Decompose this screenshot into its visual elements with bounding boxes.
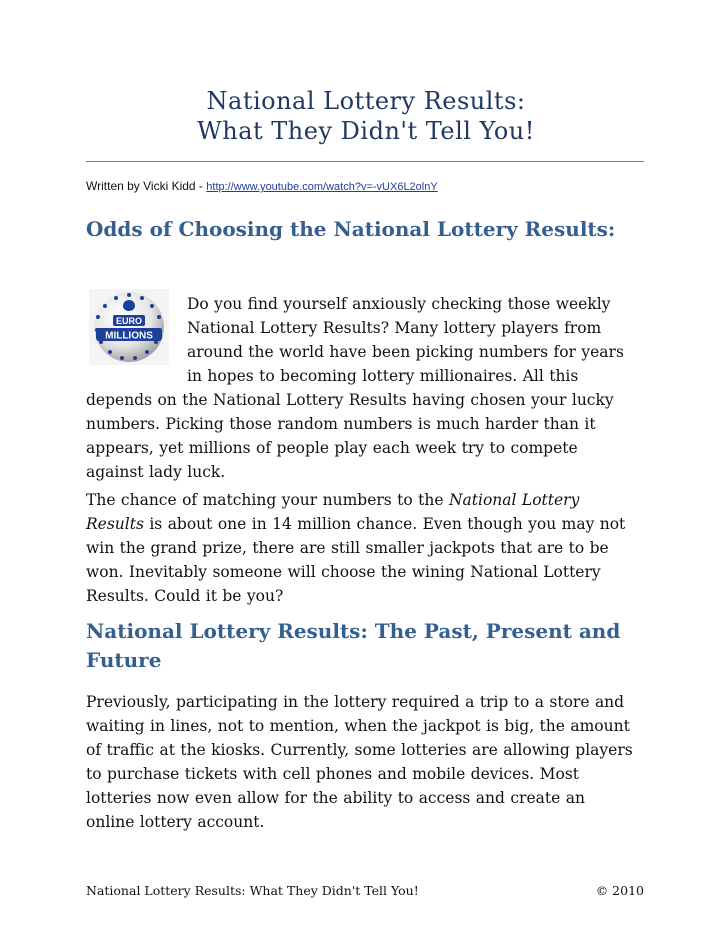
odds-paragraph xyxy=(86,488,646,608)
text-line: in hopes to becoming lottery millionaires. All this xyxy=(187,367,579,385)
italic-span: National Lottery xyxy=(448,491,580,509)
text-line xyxy=(86,488,646,512)
title-line-2: What They Didn't Tell You! xyxy=(197,117,535,145)
euromillions-logo-icon xyxy=(89,289,169,365)
text-line: Do you find yourself anxiously checking those weekly xyxy=(187,295,611,313)
text-line: numbers. Picking those random numbers is much harder than it xyxy=(86,415,596,433)
footer-copyright: © 2010 xyxy=(595,883,644,898)
text-line: online lottery account. xyxy=(86,813,265,831)
text-span: The chance of matching your numbers to the xyxy=(86,491,449,509)
logo-text-millions: MILLIONS xyxy=(105,330,153,342)
text-line: around the world have been picking numbers for years xyxy=(187,343,624,361)
footer-title: National Lottery Results: What They Didn't Tell You! xyxy=(86,883,419,898)
intro-paragraph-rest xyxy=(86,388,646,484)
section-heading-odds: Odds of Choosing the National Lottery Results: xyxy=(86,217,616,241)
text-line: of traffic at the kiosks. Currently, some lotteries are allowing players xyxy=(86,741,633,759)
text-line: won. Inevitably someone will choose the wining National Lottery xyxy=(86,563,601,581)
text-line: National Lottery Results? Many lottery players from xyxy=(187,319,602,337)
byline xyxy=(86,179,438,193)
section-heading-past-present-future xyxy=(86,617,646,675)
text-span: is about one in 14 million chance. Even though you may not xyxy=(143,515,626,533)
text-line xyxy=(86,512,646,536)
logo-text-euro: EURO xyxy=(115,316,143,326)
text-line: to purchase tickets with cell phones and mobile devices. Most xyxy=(86,765,580,783)
text-line: waiting in lines, not to mention, when the jackpot is big, the amount xyxy=(86,717,630,735)
history-paragraph xyxy=(86,690,646,834)
italic-span: Results xyxy=(86,515,144,533)
text-line: Previously, participating in the lottery required a trip to a store and xyxy=(86,693,625,711)
text-line: depends on the National Lottery Results having chosen your lucky xyxy=(86,391,614,409)
intro-paragraph-wrapped xyxy=(187,292,647,388)
title-line-1: National Lottery Results: xyxy=(206,87,526,115)
byline-link[interactable]: http://www.youtube.com/watch?v=-vUX6L2olnY xyxy=(206,181,438,193)
byline-author: Written by Vicki Kidd - xyxy=(86,179,207,193)
text-line: lotteries now even allow for the ability to access and create an xyxy=(86,789,585,807)
heading-line: National Lottery Results: The Past, Present and xyxy=(86,619,621,643)
text-line: win the grand prize, there are still smaller jackpots that are to be xyxy=(86,539,609,557)
text-line: Results. Could it be you? xyxy=(86,587,284,605)
title-divider xyxy=(86,161,644,162)
text-line: against lady luck. xyxy=(86,463,226,481)
page-title xyxy=(86,86,646,146)
text-line: appears, yet millions of people play each week try to compete xyxy=(86,439,578,457)
heading-line: Future xyxy=(86,648,162,672)
